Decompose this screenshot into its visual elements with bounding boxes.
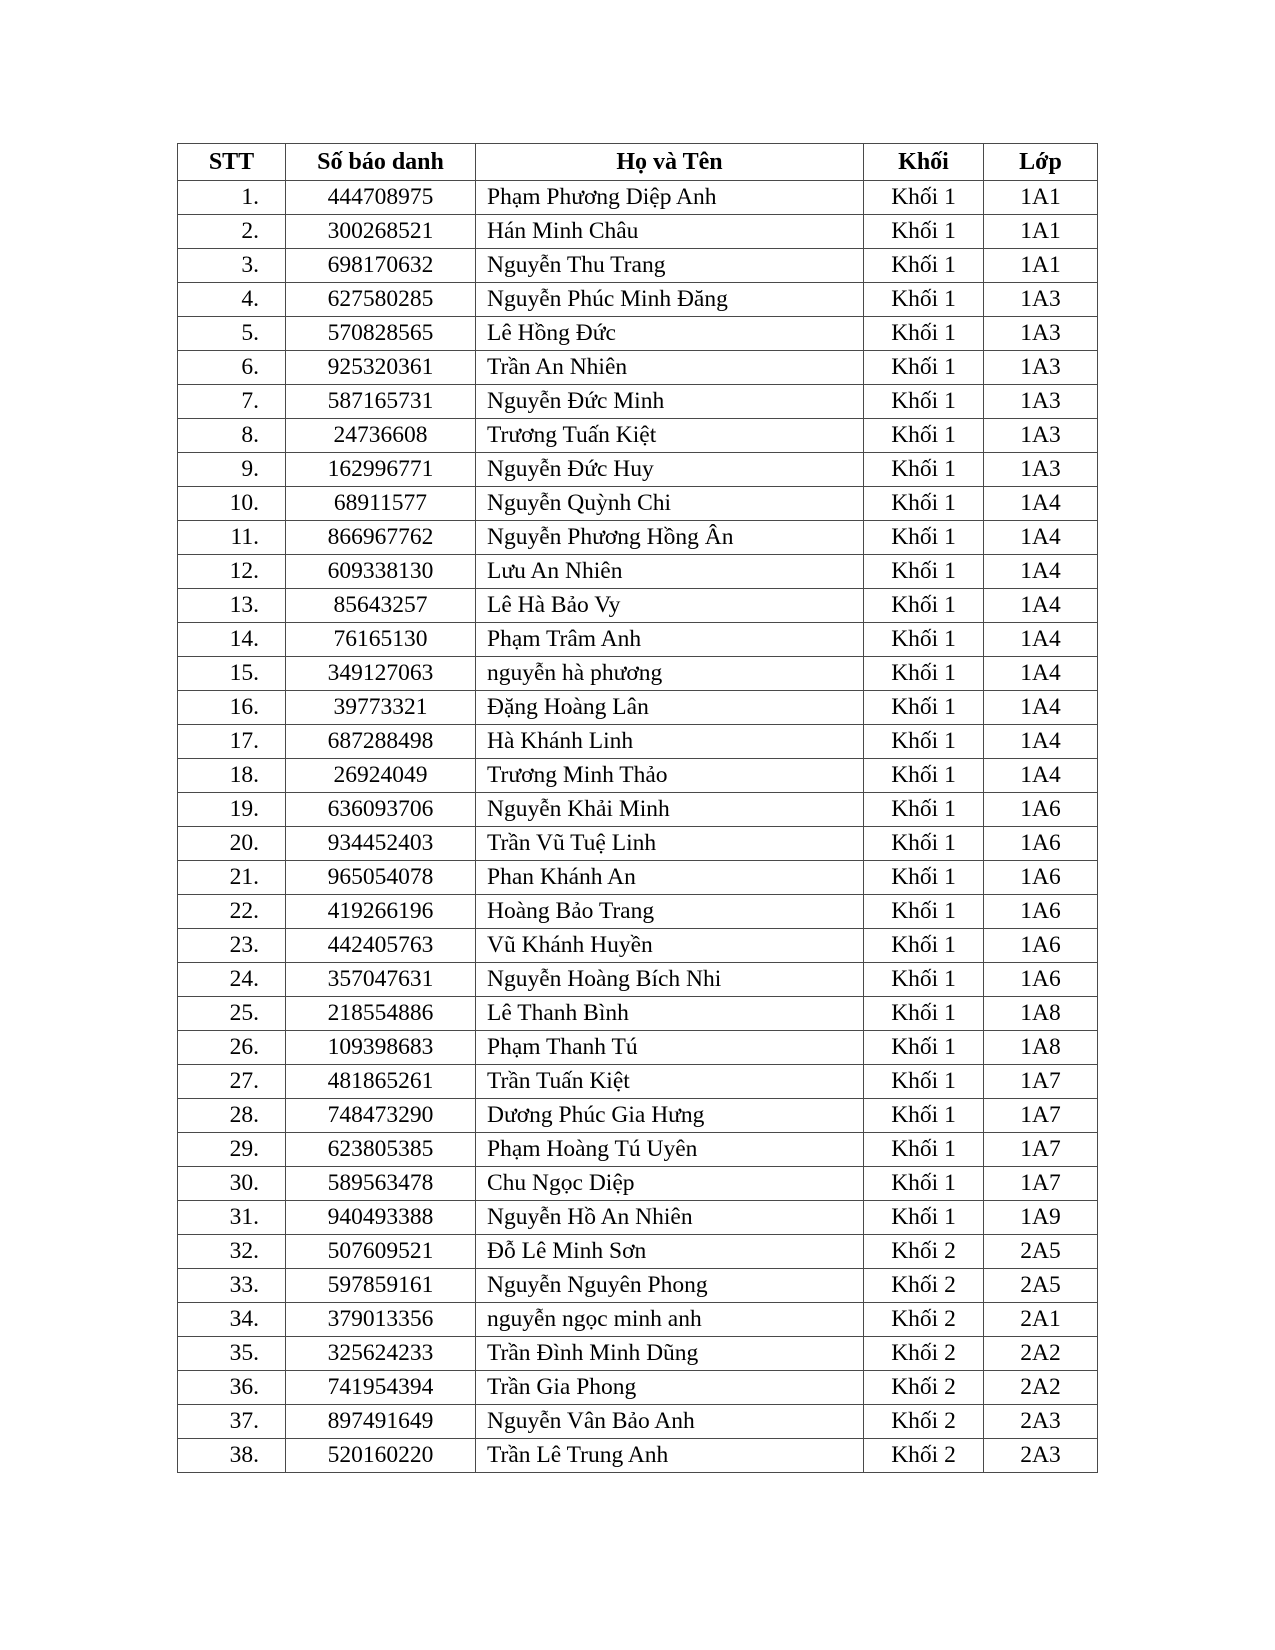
row-cell-name: Vũ Khánh Huyền [476, 929, 864, 963]
row-cell-name: Nguyễn Đức Huy [476, 453, 864, 487]
table-row [178, 1099, 1098, 1133]
row-cell-lop: 1A3 [984, 385, 1098, 419]
row-cell-lop: 1A4 [984, 691, 1098, 725]
row-cell-name: Trương Tuấn Kiệt [476, 419, 864, 453]
row-cell-lop: 1A9 [984, 1201, 1098, 1235]
row-cell-stt: 5. [178, 317, 286, 351]
row-cell-lop: 1A3 [984, 351, 1098, 385]
row-cell-name: Lê Hà Bảo Vy [476, 589, 864, 623]
row-cell-stt: 37. [178, 1405, 286, 1439]
table-row [178, 827, 1098, 861]
row-cell-stt: 22. [178, 895, 286, 929]
row-cell-name: Lưu An Nhiên [476, 555, 864, 589]
row-cell-name: Trương Minh Thảo [476, 759, 864, 793]
row-cell-name: Lê Hồng Đức [476, 317, 864, 351]
table-row [178, 1269, 1098, 1303]
table-row [178, 657, 1098, 691]
row-cell-name: Nguyễn Phúc Minh Đăng [476, 283, 864, 317]
table-row [178, 793, 1098, 827]
row-cell-khoi: Khối 1 [864, 793, 984, 827]
row-cell-stt: 12. [178, 555, 286, 589]
row-cell-khoi: Khối 1 [864, 1201, 984, 1235]
row-cell-khoi: Khối 1 [864, 861, 984, 895]
row-cell-name: Phan Khánh An [476, 861, 864, 895]
row-cell-lop: 1A4 [984, 623, 1098, 657]
row-cell-khoi: Khối 1 [864, 895, 984, 929]
row-cell-sbd: 507609521 [286, 1235, 476, 1269]
row-cell-lop: 1A6 [984, 827, 1098, 861]
table-row [178, 963, 1098, 997]
row-cell-lop: 1A6 [984, 963, 1098, 997]
table-row [178, 283, 1098, 317]
row-cell-sbd: 442405763 [286, 929, 476, 963]
row-cell-khoi: Khối 1 [864, 521, 984, 555]
row-cell-lop: 1A3 [984, 283, 1098, 317]
table-row [178, 215, 1098, 249]
row-cell-lop: 2A2 [984, 1371, 1098, 1405]
table-row [178, 351, 1098, 385]
row-cell-sbd: 965054078 [286, 861, 476, 895]
table-row [178, 1235, 1098, 1269]
row-cell-lop: 1A8 [984, 997, 1098, 1031]
row-cell-lop: 1A1 [984, 215, 1098, 249]
row-cell-khoi: Khối 2 [864, 1439, 984, 1473]
row-cell-stt: 35. [178, 1337, 286, 1371]
row-cell-lop: 2A2 [984, 1337, 1098, 1371]
row-cell-lop: 1A4 [984, 589, 1098, 623]
row-cell-stt: 24. [178, 963, 286, 997]
row-cell-stt: 2. [178, 215, 286, 249]
row-cell-sbd: 325624233 [286, 1337, 476, 1371]
column-header-name: Họ và Tên [476, 144, 864, 181]
row-cell-sbd: 162996771 [286, 453, 476, 487]
row-cell-sbd: 609338130 [286, 555, 476, 589]
row-cell-name: nguyễn hà phương [476, 657, 864, 691]
table-row [178, 895, 1098, 929]
row-cell-khoi: Khối 1 [864, 827, 984, 861]
row-cell-stt: 28. [178, 1099, 286, 1133]
row-cell-name: Hoàng Bảo Trang [476, 895, 864, 929]
table-row [178, 1439, 1098, 1473]
row-cell-sbd: 379013356 [286, 1303, 476, 1337]
row-cell-name: Nguyễn Hoàng Bích Nhi [476, 963, 864, 997]
row-cell-lop: 1A4 [984, 521, 1098, 555]
table-row [178, 521, 1098, 555]
row-cell-name: Lê Thanh Bình [476, 997, 864, 1031]
row-cell-name: Đặng Hoàng Lân [476, 691, 864, 725]
table-body [178, 181, 1098, 1473]
row-cell-khoi: Khối 1 [864, 181, 984, 215]
row-cell-sbd: 897491649 [286, 1405, 476, 1439]
row-cell-sbd: 444708975 [286, 181, 476, 215]
row-cell-khoi: Khối 1 [864, 487, 984, 521]
row-cell-lop: 1A3 [984, 317, 1098, 351]
row-cell-sbd: 940493388 [286, 1201, 476, 1235]
row-cell-name: Nguyễn Khải Minh [476, 793, 864, 827]
table-row [178, 487, 1098, 521]
row-cell-stt: 23. [178, 929, 286, 963]
table-row [178, 317, 1098, 351]
row-cell-khoi: Khối 2 [864, 1303, 984, 1337]
row-cell-sbd: 698170632 [286, 249, 476, 283]
row-cell-name: Nguyễn Thu Trang [476, 249, 864, 283]
row-cell-stt: 3. [178, 249, 286, 283]
row-cell-lop: 1A1 [984, 181, 1098, 215]
row-cell-lop: 1A7 [984, 1065, 1098, 1099]
column-header-sbd: Số báo danh [286, 144, 476, 181]
table-row [178, 385, 1098, 419]
row-cell-sbd: 866967762 [286, 521, 476, 555]
row-cell-lop: 1A4 [984, 487, 1098, 521]
row-cell-lop: 1A4 [984, 725, 1098, 759]
row-cell-stt: 20. [178, 827, 286, 861]
row-cell-name: Nguyễn Đức Minh [476, 385, 864, 419]
row-cell-khoi: Khối 1 [864, 419, 984, 453]
row-cell-stt: 31. [178, 1201, 286, 1235]
row-cell-khoi: Khối 2 [864, 1269, 984, 1303]
row-cell-khoi: Khối 1 [864, 453, 984, 487]
row-cell-stt: 4. [178, 283, 286, 317]
row-cell-khoi: Khối 1 [864, 759, 984, 793]
row-cell-name: Chu Ngọc Diệp [476, 1167, 864, 1201]
row-cell-khoi: Khối 1 [864, 657, 984, 691]
row-cell-name: Nguyễn Phương Hồng Ân [476, 521, 864, 555]
row-cell-name: Hán Minh Châu [476, 215, 864, 249]
row-cell-khoi: Khối 1 [864, 555, 984, 589]
table-row [178, 929, 1098, 963]
row-cell-khoi: Khối 2 [864, 1371, 984, 1405]
row-cell-stt: 6. [178, 351, 286, 385]
row-cell-stt: 10. [178, 487, 286, 521]
row-cell-khoi: Khối 1 [864, 725, 984, 759]
row-cell-sbd: 85643257 [286, 589, 476, 623]
row-cell-lop: 1A6 [984, 793, 1098, 827]
row-cell-name: Phạm Phương Diệp Anh [476, 181, 864, 215]
row-cell-lop: 2A3 [984, 1405, 1098, 1439]
table-header [178, 144, 1098, 181]
row-cell-stt: 26. [178, 1031, 286, 1065]
row-cell-stt: 25. [178, 997, 286, 1031]
row-cell-name: Hà Khánh Linh [476, 725, 864, 759]
table-row [178, 691, 1098, 725]
row-cell-sbd: 357047631 [286, 963, 476, 997]
row-cell-stt: 19. [178, 793, 286, 827]
table-row [178, 249, 1098, 283]
row-cell-sbd: 636093706 [286, 793, 476, 827]
table-row [178, 997, 1098, 1031]
row-cell-sbd: 934452403 [286, 827, 476, 861]
row-cell-lop: 1A3 [984, 453, 1098, 487]
table-row [178, 453, 1098, 487]
row-cell-sbd: 39773321 [286, 691, 476, 725]
row-cell-sbd: 300268521 [286, 215, 476, 249]
row-cell-stt: 30. [178, 1167, 286, 1201]
row-cell-name: Trần Tuấn Kiệt [476, 1065, 864, 1099]
row-cell-name: Trần Vũ Tuệ Linh [476, 827, 864, 861]
column-header-stt: STT [178, 144, 286, 181]
row-cell-stt: 16. [178, 691, 286, 725]
row-cell-stt: 15. [178, 657, 286, 691]
row-cell-khoi: Khối 1 [864, 997, 984, 1031]
row-cell-khoi: Khối 1 [864, 351, 984, 385]
row-cell-lop: 1A7 [984, 1099, 1098, 1133]
table-row [178, 623, 1098, 657]
row-cell-stt: 11. [178, 521, 286, 555]
row-cell-sbd: 623805385 [286, 1133, 476, 1167]
row-cell-stt: 13. [178, 589, 286, 623]
row-cell-name: Trần An Nhiên [476, 351, 864, 385]
row-cell-lop: 1A4 [984, 555, 1098, 589]
row-cell-sbd: 925320361 [286, 351, 476, 385]
row-cell-stt: 7. [178, 385, 286, 419]
row-cell-stt: 14. [178, 623, 286, 657]
row-cell-lop: 1A6 [984, 895, 1098, 929]
row-cell-sbd: 76165130 [286, 623, 476, 657]
row-cell-khoi: Khối 1 [864, 385, 984, 419]
row-cell-sbd: 68911577 [286, 487, 476, 521]
row-cell-sbd: 627580285 [286, 283, 476, 317]
row-cell-khoi: Khối 1 [864, 623, 984, 657]
student-roster-table [177, 143, 1098, 1473]
row-cell-lop: 1A1 [984, 249, 1098, 283]
row-cell-name: nguyễn ngọc minh anh [476, 1303, 864, 1337]
table-row [178, 419, 1098, 453]
row-cell-sbd: 26924049 [286, 759, 476, 793]
row-cell-name: Phạm Hoàng Tú Uyên [476, 1133, 864, 1167]
row-cell-stt: 27. [178, 1065, 286, 1099]
row-cell-lop: 1A6 [984, 861, 1098, 895]
row-cell-lop: 1A7 [984, 1133, 1098, 1167]
table-row [178, 181, 1098, 215]
row-cell-sbd: 748473290 [286, 1099, 476, 1133]
table-row [178, 1303, 1098, 1337]
row-cell-khoi: Khối 1 [864, 1133, 984, 1167]
row-cell-sbd: 109398683 [286, 1031, 476, 1065]
row-cell-sbd: 419266196 [286, 895, 476, 929]
table-row [178, 1201, 1098, 1235]
row-cell-stt: 21. [178, 861, 286, 895]
row-cell-khoi: Khối 1 [864, 1099, 984, 1133]
row-cell-stt: 1. [178, 181, 286, 215]
row-cell-name: Nguyễn Nguyên Phong [476, 1269, 864, 1303]
row-cell-lop: 2A5 [984, 1235, 1098, 1269]
row-cell-khoi: Khối 1 [864, 691, 984, 725]
table-row [178, 1065, 1098, 1099]
row-cell-stt: 33. [178, 1269, 286, 1303]
row-cell-lop: 1A3 [984, 419, 1098, 453]
table-row [178, 759, 1098, 793]
table-row [178, 1405, 1098, 1439]
row-cell-lop: 1A4 [984, 657, 1098, 691]
row-cell-name: Nguyễn Hồ An Nhiên [476, 1201, 864, 1235]
row-cell-lop: 2A1 [984, 1303, 1098, 1337]
row-cell-khoi: Khối 2 [864, 1337, 984, 1371]
row-cell-khoi: Khối 1 [864, 1065, 984, 1099]
row-cell-lop: 1A4 [984, 759, 1098, 793]
row-cell-khoi: Khối 1 [864, 249, 984, 283]
row-cell-name: Phạm Thanh Tú [476, 1031, 864, 1065]
row-cell-stt: 18. [178, 759, 286, 793]
row-cell-khoi: Khối 1 [864, 589, 984, 623]
table-row [178, 1167, 1098, 1201]
row-cell-sbd: 481865261 [286, 1065, 476, 1099]
row-cell-khoi: Khối 1 [864, 929, 984, 963]
table-row [178, 725, 1098, 759]
column-header-lop: Lớp [984, 144, 1098, 181]
table-header-row [178, 144, 1098, 181]
row-cell-sbd: 741954394 [286, 1371, 476, 1405]
table-row [178, 1337, 1098, 1371]
table-row [178, 861, 1098, 895]
table-row [178, 1031, 1098, 1065]
row-cell-lop: 2A3 [984, 1439, 1098, 1473]
row-cell-stt: 8. [178, 419, 286, 453]
row-cell-name: Trần Gia Phong [476, 1371, 864, 1405]
row-cell-stt: 38. [178, 1439, 286, 1473]
row-cell-khoi: Khối 1 [864, 963, 984, 997]
row-cell-stt: 17. [178, 725, 286, 759]
row-cell-khoi: Khối 1 [864, 283, 984, 317]
row-cell-name: Phạm Trâm Anh [476, 623, 864, 657]
row-cell-name: Đỗ Lê Minh Sơn [476, 1235, 864, 1269]
row-cell-stt: 36. [178, 1371, 286, 1405]
row-cell-sbd: 589563478 [286, 1167, 476, 1201]
row-cell-sbd: 24736608 [286, 419, 476, 453]
row-cell-name: Trần Lê Trung Anh [476, 1439, 864, 1473]
row-cell-sbd: 520160220 [286, 1439, 476, 1473]
table-row [178, 555, 1098, 589]
row-cell-sbd: 570828565 [286, 317, 476, 351]
row-cell-stt: 32. [178, 1235, 286, 1269]
row-cell-khoi: Khối 2 [864, 1235, 984, 1269]
row-cell-name: Dương Phúc Gia Hưng [476, 1099, 864, 1133]
row-cell-lop: 1A6 [984, 929, 1098, 963]
row-cell-khoi: Khối 1 [864, 215, 984, 249]
row-cell-name: Nguyễn Quỳnh Chi [476, 487, 864, 521]
row-cell-lop: 1A8 [984, 1031, 1098, 1065]
row-cell-name: Nguyễn Vân Bảo Anh [476, 1405, 864, 1439]
table-row [178, 1371, 1098, 1405]
row-cell-lop: 2A5 [984, 1269, 1098, 1303]
row-cell-sbd: 218554886 [286, 997, 476, 1031]
row-cell-name: Trần Đình Minh Dũng [476, 1337, 864, 1371]
row-cell-sbd: 687288498 [286, 725, 476, 759]
row-cell-khoi: Khối 1 [864, 1031, 984, 1065]
row-cell-lop: 1A7 [984, 1167, 1098, 1201]
table-row [178, 589, 1098, 623]
row-cell-stt: 34. [178, 1303, 286, 1337]
row-cell-sbd: 597859161 [286, 1269, 476, 1303]
row-cell-khoi: Khối 2 [864, 1405, 984, 1439]
table-row [178, 1133, 1098, 1167]
row-cell-sbd: 587165731 [286, 385, 476, 419]
row-cell-sbd: 349127063 [286, 657, 476, 691]
row-cell-stt: 29. [178, 1133, 286, 1167]
row-cell-stt: 9. [178, 453, 286, 487]
row-cell-khoi: Khối 1 [864, 1167, 984, 1201]
column-header-khoi: Khối [864, 144, 984, 181]
row-cell-khoi: Khối 1 [864, 317, 984, 351]
